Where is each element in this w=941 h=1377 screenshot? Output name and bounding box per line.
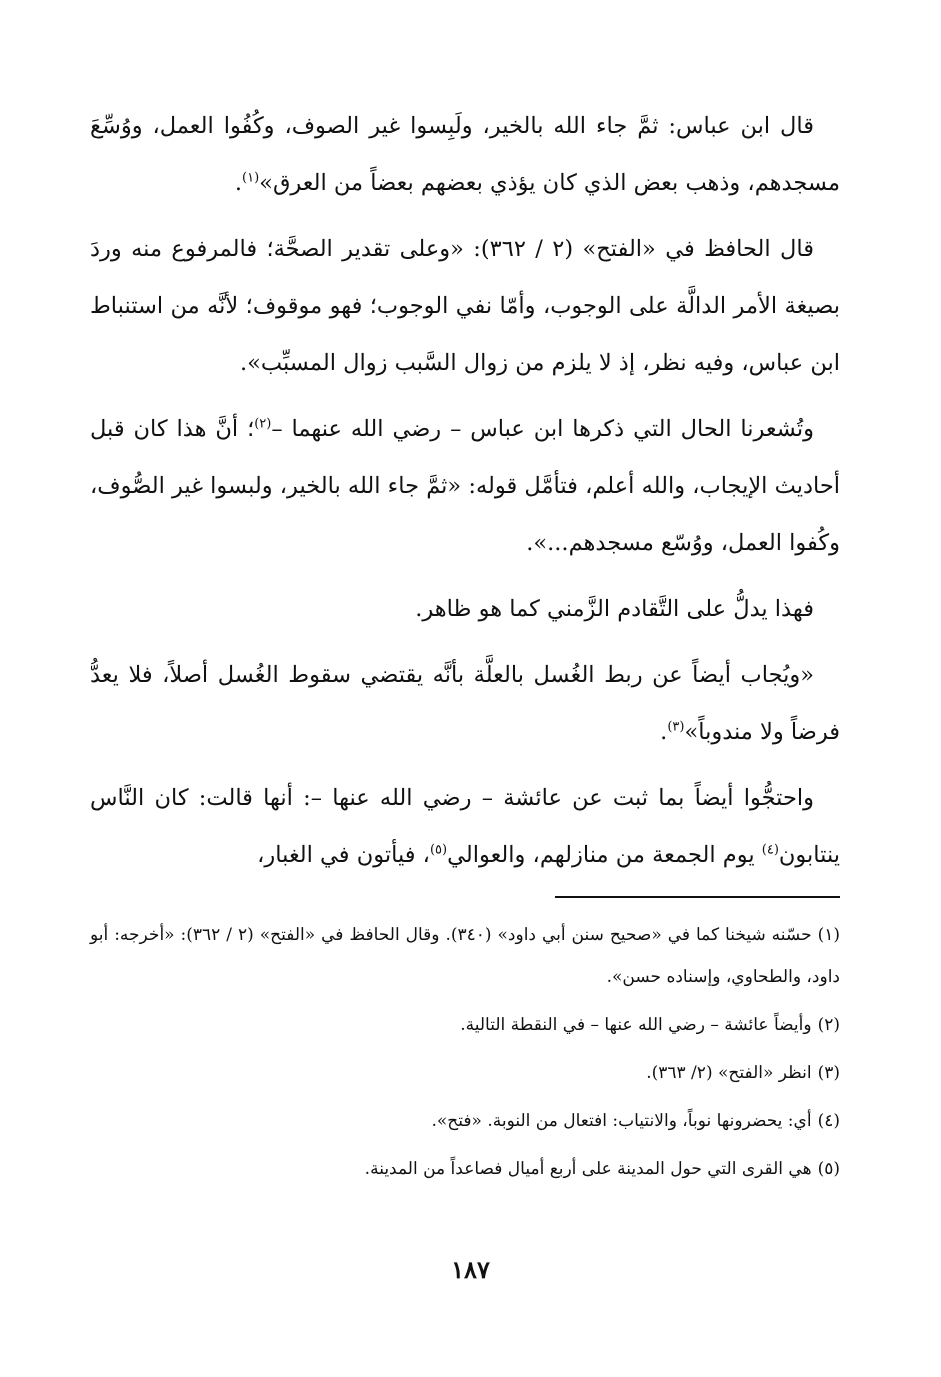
page-number: ١٨٧ [451, 1255, 490, 1284]
paragraph-1-end: . [234, 170, 243, 196]
footnote-ref-4: (٤) [761, 842, 779, 858]
footnote-ref-5: (٥) [429, 842, 448, 858]
paragraph-3-text-a: وتُشعرنا الحال التي ذكرها ابن عباس – رضي الله عنهما – [271, 416, 814, 442]
paragraph-4 [90, 581, 840, 638]
paragraph-1 [90, 98, 840, 212]
paragraph-6-text-b: يوم الجمعة من منازلهم، والعوالي [447, 842, 762, 868]
footnote-text: هي القرى التي حول المدينة على أربع أميال فصاعداً من المدينة. [364, 1159, 812, 1179]
footnote-ref-2: (٢) [254, 416, 272, 432]
paragraph-2 [90, 221, 840, 392]
footnote-text: وأيضاً عائشة – رضي الله عنها – في النقطة التالية. [460, 1015, 812, 1035]
footnote-2 [90, 1004, 840, 1046]
footnote-number: (٤) [817, 1111, 840, 1131]
paragraph-6-text-a: واحتجُّوا أيضاً بما ثبت عن عائشة – رضي الله عنها –: أنها قالت: كان النَّاس ينتابون [90, 785, 840, 868]
footnote-5 [90, 1148, 840, 1190]
footnote-text: انظر «الفتح» (٢/ ٣٦٣). [646, 1063, 812, 1083]
footnote-ref-1: (١) [242, 170, 260, 186]
footnote-text: أي: يحضرونها نوباً، والانتياب: افتعال من النوبة. «فتح». [431, 1111, 812, 1131]
paragraph-6-text-c: ، فيأتون في الغبار، [257, 842, 430, 868]
footnote-number: (٥) [817, 1159, 840, 1179]
footnote-4 [90, 1100, 840, 1142]
footnote-number: (٣) [817, 1063, 840, 1083]
paragraph-6 [90, 770, 840, 884]
paragraph-5-text: «ويُجاب أيضاً عن ربط الغُسل بالعلَّة بأنَّه يقتضي سقوط الغُسل أصلاً، فلا يعدُّ فرضاً ولا مندوباً» [90, 662, 840, 745]
footnote-3 [90, 1052, 840, 1094]
footnote-number: (١) [817, 925, 840, 945]
footnotes [90, 914, 840, 1196]
footnote-text: حسّنه شيخنا كما في «صحيح سنن أبي داود» (٣٤٠). وقال الحافظ في «الفتح» (٢ / ٣٦٢): «أخرجه: أبو داود، والطحاوي، وإسناده حسن». [90, 925, 840, 987]
footnote-ref-3: (٣) [667, 719, 685, 735]
paragraph-3-text-b: ؛ أنَّ هذا كان قبل أحاديث الإيجاب، والله أعلم، فتأمَّل قوله: «ثمَّ جاء الله بالخير، ولبسوا غير الصُّوف، وكُفوا العمل، ووُسّع مسجدهم...». [90, 416, 840, 556]
main-text [90, 98, 840, 893]
paragraph-3 [90, 401, 840, 572]
paragraph-1-text: قال ابن عباس: ثمَّ جاء الله بالخير، ولَبِسوا غير الصوف، وكُفُوا العمل، ووُسِّعَ مسجدهم، وذهب بعض الذي كان يؤذي بعضهم بعضاً من العرق» [90, 113, 840, 196]
paragraph-5-end: . [660, 719, 668, 745]
paragraph-5 [90, 647, 840, 761]
footnote-1 [90, 914, 840, 998]
footnote-divider-line [555, 896, 840, 898]
paragraph-4-text: فهذا يدلُّ على التَّقادم الزَّمني كما هو ظاهر. [415, 596, 814, 622]
footnote-number: (٢) [817, 1015, 840, 1035]
paragraph-2-text: قال الحافظ في «الفتح» (٢ / ٣٦٢): «وعلى تقدير الصحَّة؛ فالمرفوع منه وردَ بصيغة الأمر الدالَّة على الوجوب، وأمّا نفي الوجوب؛ فهو موقوف؛ لأنَّه من استنباط ابن عباس، وفيه نظر، إذ لا يلزم من زوال السَّبب زوال المسبِّب». [90, 236, 840, 376]
